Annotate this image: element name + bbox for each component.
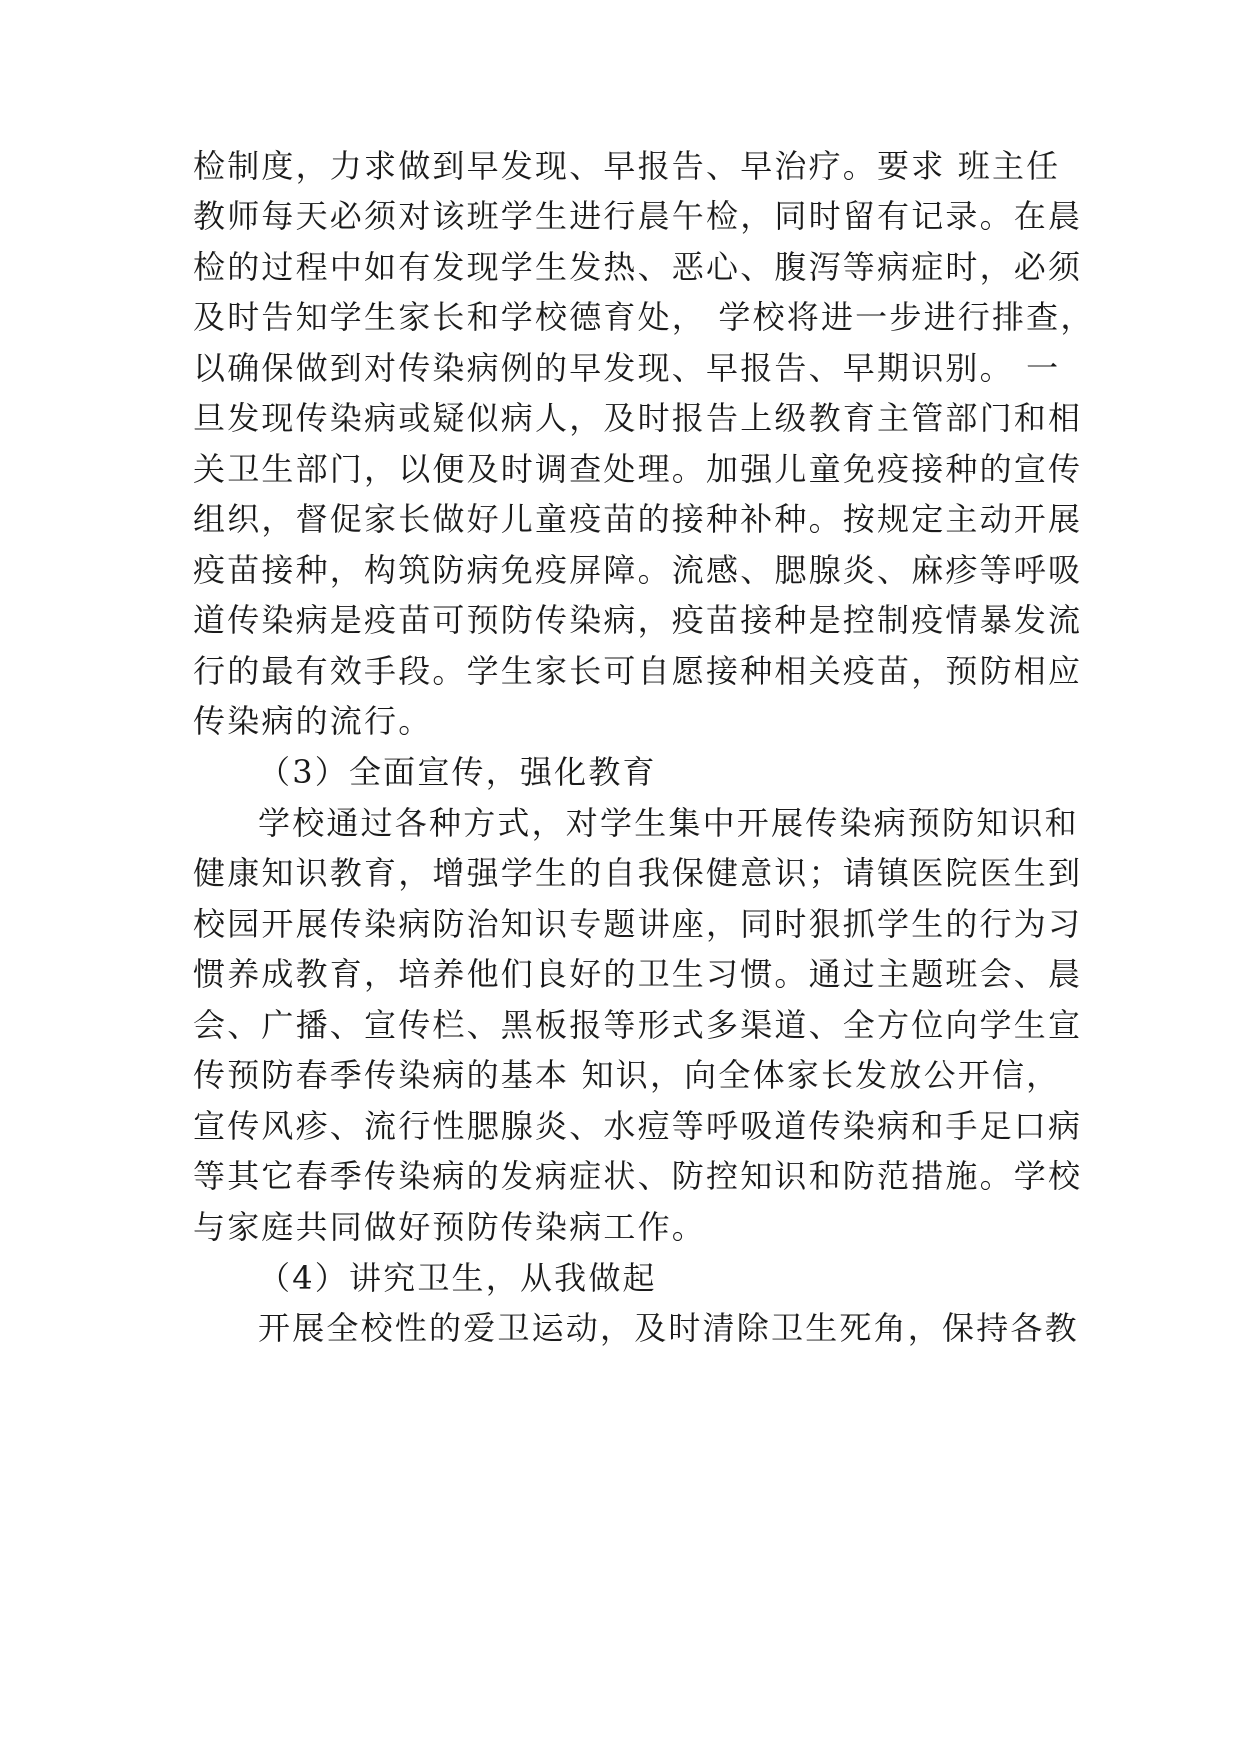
text-line: 宣传风疹、流行性腮腺炎、水痘等呼吸道传染病和手足口病 (193, 1107, 1083, 1145)
text-line: 以确保做到对传染病例的早发现、早报告、早期识别。 一 (193, 349, 1061, 387)
text-line: 道传染病是疫苗可预防传染病，疫苗接种是控制疫情暴发流 (193, 601, 1083, 639)
section-heading: （4）讲究卫生，从我做起 (258, 1259, 657, 1297)
text-line: 会、广播、宣传栏、黑板报等形式多渠道、全方位向学生宣 (193, 1006, 1083, 1044)
text-line: 校园开展传染病防治知识专题讲座，同时狠抓学生的行为习 (193, 905, 1083, 943)
text-line: 行的最有效手段。学生家长可自愿接种相关疫苗，预防相应 (193, 652, 1083, 690)
text-line: 教师每天必须对该班学生进行晨午检，同时留有记录。在晨 (193, 197, 1083, 235)
text-line: 健康知识教育，增强学生的自我保健意识；请镇医院医生到 (193, 854, 1083, 892)
text-line: 关卫生部门，以便及时调查处理。加强儿童免疫接种的宣传 (193, 450, 1083, 488)
text-line: 开展全校性的爱卫运动，及时清除卫生死角，保持各教 (258, 1309, 1079, 1347)
text-line: 传染病的流行。 (193, 702, 433, 740)
text-line: 传预防春季传染病的基本 知识，向全体家长发放公开信， (193, 1056, 1061, 1094)
text-line: 旦发现传染病或疑似病人，及时报告上级教育主管部门和相 (193, 399, 1083, 437)
text-line: 及时告知学生家长和学校德育处， 学校将进一步进行排查， (193, 298, 1095, 336)
text-line: 检的过程中如有发现学生发热、恶心、腹泻等病症时，必须 (193, 248, 1083, 286)
text-line: 等其它春季传染病的发病症状、防控知识和防范措施。学校 (193, 1157, 1083, 1195)
text-line: 检制度，力求做到早发现、早报告、早治疗。要求 班主任 (193, 147, 1061, 185)
text-line: 疫苗接种，构筑防病免疫屏障。流感、腮腺炎、麻疹等呼吸 (193, 551, 1083, 589)
text-line: 与家庭共同做好预防传染病工作。 (193, 1208, 707, 1246)
text-line: 惯养成教育，培养他们良好的卫生习惯。通过主题班会、晨 (193, 955, 1083, 993)
text-line: 组织，督促家长做好儿童疫苗的接种补种。按规定主动开展 (193, 500, 1083, 538)
text-line: 学校通过各种方式，对学生集中开展传染病预防知识和 (258, 804, 1079, 842)
section-heading: （3）全面宣传，强化教育 (258, 753, 657, 791)
